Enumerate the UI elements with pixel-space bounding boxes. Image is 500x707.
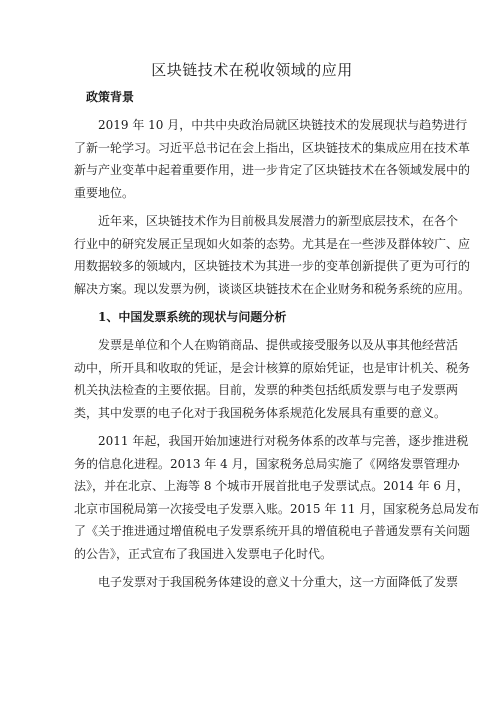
- paragraph-1-3: [74, 571, 459, 594]
- text-line: 务的信息化进程。2013 年 4 月，国家税务总局实施了《网络发票管理办: [74, 456, 460, 471]
- document-page: [74, 60, 480, 594]
- paragraph-policy-1: [74, 114, 471, 204]
- text-line: 解决方案。现以发票为例，谈谈区块链技术在企业财务和税务系统的应用。: [74, 281, 471, 296]
- text-line: 发票是单位和个人在购销商品、提供或接受服务以及从事其他经营活: [98, 338, 459, 352]
- paragraph-1-1: [74, 334, 471, 424]
- text-line: 2011 年起，我国开始加速进行对税务体系的改革与完善，逐步推进税: [98, 434, 469, 448]
- text-line: 了《关于推进通过增值税电子发票系统开具的增值税电子普通发票有关问题: [74, 524, 471, 538]
- text-line: 的公告》，正式宣布了我国进入发票电子化时代。: [74, 546, 333, 561]
- paragraph-1-2: [74, 430, 480, 565]
- paragraph-policy-2: [74, 210, 471, 300]
- text-line: 类，其中发票的电子化对于我国税务体系规范化发展具有重要的意义。: [74, 405, 447, 420]
- document-title: 区块链技术在税收领域的应用: [151, 61, 353, 79]
- text-line: 了新一轮学习。习近平总书记在会上指出，区块链技术的集成应用在技术革: [74, 140, 471, 155]
- text-line: 重要地位。: [74, 185, 135, 200]
- text-line: 电子发票对于我国税务体建设的意义十分重大，这一方面降低了发票: [98, 575, 459, 589]
- section-heading-1: 1、中国发票系统的现状与问题分析: [98, 310, 287, 324]
- text-line: 北京市国税局第一次接受电子发票入账。2015 年 11 月，国家税务总局发布: [74, 501, 480, 516]
- text-line: 近年来，区块链技术作为目前极具发展潜力的新型底层技术，在各个: [98, 214, 459, 228]
- text-line: 机关执法检查的主要依据。目前，发票的种类包括纸质发票与电子发票两: [74, 383, 459, 397]
- text-line: 行业中的研究发展正呈现如火如荼的态势。尤其是在一些涉及群体较广、应: [74, 236, 471, 251]
- section-heading-policy: 政策背景: [86, 90, 135, 104]
- text-line: 新与产业变革中起着重要作用，进一步肯定了区块链技术在各领域发展中的: [74, 163, 471, 177]
- text-line: 用数据较多的领域内，区块链技术为其进一步的变革创新提供了更为可行的: [74, 259, 471, 273]
- text-line: 法》，并在北京、上海等 8 个城市开展首批电子发票试点。2014 年 6 月，: [74, 479, 469, 493]
- text-line: 2019 年 10 月，中共中央政治局就区块链技术的发展现状与趋势进行: [98, 118, 468, 132]
- text-line: 动中，所开具和收取的凭证，是会计核算的原始凭证，也是审计机关、税务: [74, 360, 471, 375]
